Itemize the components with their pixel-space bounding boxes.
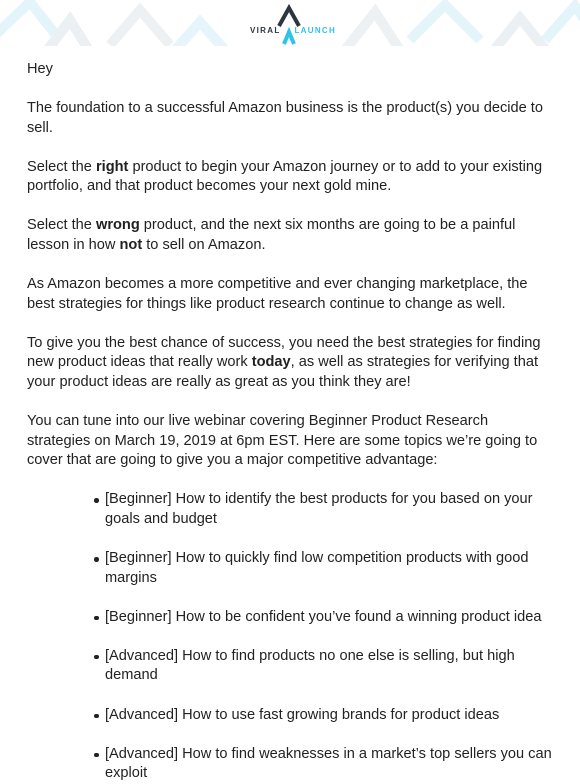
bold-not: not <box>119 237 143 254</box>
paragraph-marketplace: As Amazon becomes a more competitive and ever changing marketplace, the best strategies for things like product research continue to change as well. <box>27 276 528 312</box>
paragraph-best-chance: To give you the best chance of success, you need the best strategies for finding new product ideas that really work today, as well as strategies for verifying that your product ideas are really as great as you think they are! <box>27 334 541 391</box>
logo-chevron-icon <box>276 4 306 46</box>
paragraph-webinar: You can tune into our live webinar covering Beginner Product Research strategies on March 19, 2019 at 6pm EST. Here are some topics we’re going to cover that are going to give you a major competitive advantage: <box>27 413 538 469</box>
email-header <box>0 0 580 46</box>
bold-right: right <box>95 158 129 175</box>
logo-word-viral: VIRAL <box>250 26 281 35</box>
greeting: Hey <box>27 61 53 77</box>
list-item: [Advanced] How to find weaknesses in a market’s top sellers you can exploit <box>105 745 552 784</box>
list-item: [Advanced] How to find products no one else is selling, but high demand <box>105 647 552 686</box>
email-body <box>0 46 580 784</box>
paragraph-intro: The foundation to a successful Amazon business is the product(s) you decide to sell. <box>27 100 543 136</box>
logo-wordmark <box>250 26 337 35</box>
list-item: [Beginner] How to be confident you’ve found a winning product idea <box>105 608 552 628</box>
viral-launch-logo[interactable] <box>250 4 337 44</box>
list-item: [Beginner] How to identify the best products for you based on your goals and budget <box>105 490 552 529</box>
bold-wrong: wrong <box>95 217 140 234</box>
bold-today: today <box>251 354 291 371</box>
paragraph-wrong-product: Select the wrong product, and the next six months are going to be a painful lesson in how not to sell on Amazon. <box>27 217 516 254</box>
topics-list <box>27 490 552 783</box>
logo-word-launch: LAUNCH <box>294 26 337 35</box>
paragraph-right-product: Select the right product to begin your Amazon journey or to add to your existing portfolio, and that product becomes your next gold mine. <box>27 158 543 195</box>
list-item: [Beginner] How to quickly find low competition products with good margins <box>105 549 552 588</box>
list-item: [Advanced] How to use fast growing brands for product ideas <box>105 706 552 726</box>
